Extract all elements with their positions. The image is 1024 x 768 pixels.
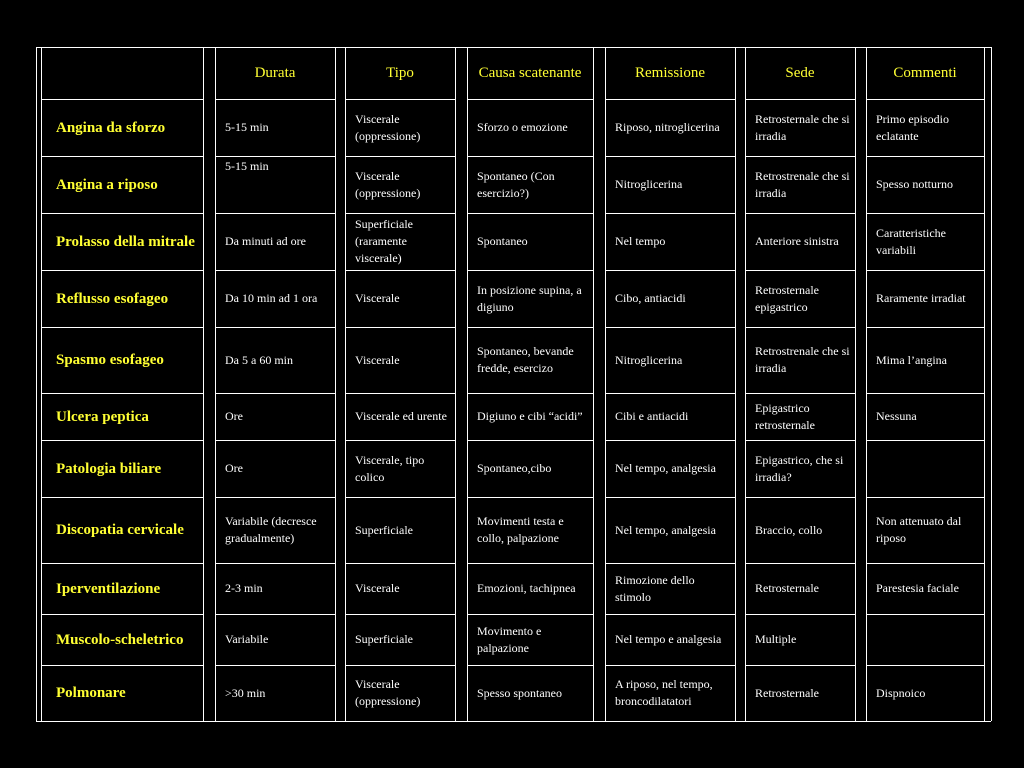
table-cell: Rimozione dello stimolo (615, 572, 695, 604)
table-cell: Da 10 min ad 1 ora (225, 291, 318, 305)
grid-line-horizontal (36, 721, 991, 722)
table-cell: Viscerale (oppressione) (355, 677, 421, 708)
row-label: Prolasso della mitrale (56, 233, 195, 250)
table-cell (866, 614, 984, 665)
grid-line-vertical (735, 47, 736, 721)
table-cell: Retrosternale epigastrico (755, 282, 819, 314)
grid-line-vertical (593, 47, 594, 721)
row-label: Patologia biliare (56, 460, 162, 477)
table-cell: Epigastrico retrosternale (755, 400, 815, 432)
table-cell: Viscerale, tipo colico (355, 452, 425, 484)
row-label: Polmonare (56, 685, 126, 701)
table-cell: Viscerale (oppressione) (355, 111, 421, 143)
table-cell: Spesso notturno (876, 177, 954, 191)
table-cell: Viscerale ed urente (355, 409, 447, 423)
table-cell: Retrosternale (755, 581, 819, 595)
table-cell: Emozioni, tachipnea (477, 581, 576, 595)
table-cell: Movimento e palpazione (477, 623, 542, 655)
table-cell: Ore (225, 409, 243, 423)
table-cell: Spesso spontaneo (477, 685, 562, 700)
grid-line-vertical (855, 47, 856, 721)
table-cell: Spontaneo, bevande fredde, esercizo (477, 344, 574, 375)
table-cell: Spontaneo (Con esercizio?) (477, 168, 555, 200)
table-cell: Retrosternale che si irradia (755, 111, 850, 143)
table-cell: Cibi e antiacidi (615, 409, 689, 423)
table-cell: Nel tempo (615, 234, 666, 248)
grid-line-vertical (203, 47, 204, 721)
table-cell: Ore (225, 461, 243, 475)
row-label: Iperventilazione (56, 580, 161, 597)
grid-line-vertical (984, 47, 985, 721)
table-cell: In posizione supina, a digiuno (477, 282, 582, 314)
table-cell: Superficiale (355, 632, 413, 646)
table-cell: Epigastrico, che si irradia? (755, 452, 844, 484)
table-cell: Cibo, antiacidi (615, 291, 686, 305)
table-cell: Viscerale (355, 581, 400, 595)
table-cell: Retrostrenale che si irradia (755, 168, 850, 200)
table-cell: A riposo, nel tempo, broncodilatatori (615, 677, 713, 708)
table-cell: Nitroglicerina (615, 177, 683, 191)
table-cell: Anteriore sinistra (755, 234, 839, 248)
table-cell: 5-15 min (225, 159, 269, 173)
table-cell: Nel tempo, analgesia (615, 461, 716, 475)
table-cell: Viscerale (oppressione) (355, 168, 421, 200)
table-cell: 5-15 min (225, 120, 269, 134)
row-label: Angina a riposo (56, 176, 158, 193)
table-cell: Retrostrenale che si irradia (755, 344, 850, 375)
table-cell (866, 440, 984, 497)
column-header: Sede (785, 65, 815, 81)
table-cell: Non attenuato dal riposo (876, 514, 962, 545)
table-cell: Superficiale (raramente viscerale) (355, 217, 413, 265)
column-header: Tipo (386, 65, 414, 81)
table-cell: Variabile (225, 632, 269, 646)
table-cell: Digiuno e cibi “acidi” (477, 409, 583, 423)
table-cell: Nessuna (876, 409, 917, 423)
grid-line-vertical (991, 47, 992, 721)
table-cell: Da minuti ad ore (225, 234, 306, 248)
table-cell: Retrosternale (755, 685, 819, 700)
row-label: Muscolo-scheletrico (56, 631, 184, 648)
table-cell: Multiple (755, 632, 797, 646)
row-label: Angina da sforzo (56, 119, 166, 136)
table-cell: Nel tempo, analgesia (615, 522, 716, 537)
grid-line-vertical (36, 47, 37, 721)
table-cell: >30 min (225, 685, 266, 700)
grid-line-vertical (455, 47, 456, 721)
table-cell: Sforzo o emozione (477, 120, 568, 134)
table-cell: Primo episodio eclatante (876, 111, 950, 143)
table-cell: Nitroglicerina (615, 352, 683, 367)
table-cell: Dispnoico (876, 685, 926, 700)
row-label: Ulcera peptica (56, 408, 149, 425)
grid-line-vertical (335, 47, 336, 721)
table-cell: Mima l’angina (876, 352, 947, 367)
row-label: Discopatia cervicale (56, 522, 184, 538)
column-header: Remissione (635, 65, 705, 81)
table-cell: Parestesia faciale (876, 581, 959, 595)
column-header: Causa scatenante (478, 65, 582, 81)
table-cell: Riposo, nitroglicerina (615, 120, 720, 134)
table-cell: Braccio, collo (755, 522, 823, 537)
table-cell: Superficiale (355, 522, 413, 537)
table-cell: Variabile (decresce gradualmente) (225, 514, 317, 545)
table-cell: Viscerale (355, 352, 400, 367)
table-cell: Raramente irradiat (876, 291, 966, 305)
table-cell: 2-3 min (225, 581, 263, 595)
table-cell: Movimenti testa e collo, palpazione (477, 514, 564, 545)
table-cell: Nel tempo e analgesia (615, 632, 722, 646)
table-cell: Viscerale (355, 291, 400, 305)
table-cell: Spontaneo (477, 234, 528, 248)
row-label: Reflusso esofageo (56, 290, 169, 307)
table-cell: Da 5 a 60 min (225, 352, 293, 367)
column-header (41, 47, 203, 99)
column-header: Durata (254, 65, 296, 81)
table-cell: Caratteristiche variabili (876, 225, 946, 257)
column-header: Commenti (893, 65, 957, 81)
table-cell: Spontaneo,cibo (477, 461, 552, 475)
row-label: Spasmo esofageo (56, 352, 164, 368)
